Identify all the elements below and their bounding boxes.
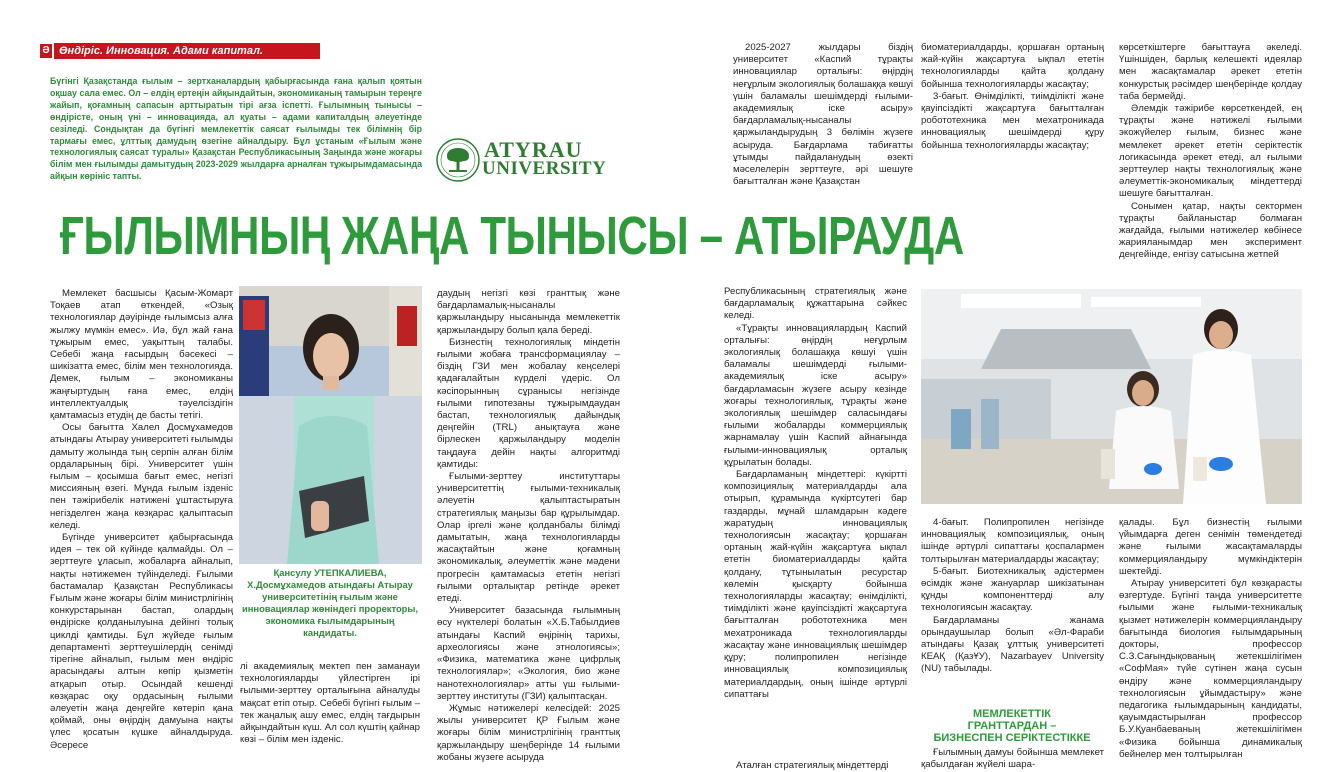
paragraph: Осы бағытта Халел Досмұхамедов атындағы Атырау университеті ғылымды дамыту жолында тың серпін алған білім ордаларының бірі. Университет үшін ғылым – қосымша бағыт емес, негізгі миссияның өзегі. Мұнда ғылым ізденіс пен тәжірибелік нәтижені ұштастыруға негізделген жаңа көзқарас қалыптасып келеді.	[50, 422, 233, 531]
atyrau-university-logo	[436, 136, 620, 184]
paragraph: 4-бағыт. Полипропилен негізінде инновациялық композициялық, оның ішінде әртүрлі сипаттағы қоспалармен толтырылған материалдарды жасақтау;	[921, 517, 1104, 565]
paragraph: Жұмыс нәтижелері келесідей: 2025 жылы университет ҚР Ғылым және жоғары білім министрлігінің гранттық қаржыландыру шеңберінде 14 ғылыми жобаны жүзеге асыруда	[437, 702, 620, 763]
paragraph: Ғылымның дамуы бойынша мемлекет қабылдаған жүйелі шара-	[921, 747, 1104, 771]
paragraph: 2025-2027 жылдары біздің университет «Каспий тұрақты инновациялар орталығы: өңірдің неғұрлым экологиялық болашаққа көшуі үшін баламалы шешімдерді ғылыми-академиялық іске асыру» бағдарламалық-нысаналы қаржыландырудың 3 бөлімін жүзеге асыруда. Бағдарлама табиғатты ұтымды пайдаланудың өзекті мәселелерін зерттеуге, әрі шешуге бағытталған және Қазақстан	[733, 42, 913, 188]
paragraph: көрсеткіштерге бағыттауға әкеледі. Үшіншіден, барлық келешекті идеялар мен жасақтамалар әрекет ететін конкурстық рәсімдер шеңберінде қолдау таба бермейді.	[1119, 42, 1302, 102]
paragraph: қалады. Бұл бизнестің ғылыми үйымдарға деген сенімін төмендетеді және ғылыми жасақтамаларды коммерцияландыру мүмкіндіктерін шектейді.	[1119, 517, 1302, 577]
paragraph: даудың негізгі көзі гранттық және бағдарламалық-нысаналы қаржыландыру нысанында мемлекеттік қаржыландыру болып қала береді.	[437, 288, 620, 336]
text-column-8b	[921, 747, 1104, 772]
photo-caption: Қансулу УТЕПКАЛИЕВА, Х.Досмұхамедов атындағы Атырау университетінің ғылым және инновациялар жөніндегі проректоры, экономика ғылымдарының кандидаты.	[241, 567, 419, 638]
section-subheading	[920, 708, 1104, 744]
text-column-6	[1119, 42, 1302, 270]
text-column-8	[921, 517, 1104, 703]
text-column-9	[1119, 517, 1302, 772]
paragraph: Бүгінде университет қабырғасында идея – тек ой күйінде қалмайды. Ол – зерттеуге ұласып, жобаларға айналып, нақты нәтижемен түйінделеді. Ғылыми бастамалар Қазақстан Республикасы Ғылым және жоғары білім министрлігінің конкурстарынан бастап, олардың өндіріске қолданылуына дейінгі толық циклді қамтиды. Бұл жүйеде ғылым департаменті зерттеушілердің сенімді тірегіне айналып, ғылым мен өндіріс арасындағы алтын көпір қызметін атқарып отыр. Осындай кешенді көзқарас оқу ордасының ғылыми әлеуетін жаңа деңгейге көтеріп қана қоймай, оны өңірдің дамуына нақты үлес қосатын күшке айналдыруда. Әсересе	[50, 532, 233, 751]
laboratory-photo	[921, 289, 1302, 504]
paragraph: Аталған стратегиялық міндеттерді	[736, 760, 889, 771]
paragraph: 3-бағыт. Өнімділікті, тиімділікті және қауіпсіздікті жақсартуға бағытталған робототехника мен мехатроникада инновациялық шешімдерді құру бойынша технологияларды жасақтау;	[921, 90, 1104, 151]
text-column-2	[240, 661, 420, 772]
text-column-7	[724, 286, 907, 772]
headline-right: АТЫРАУДА	[734, 206, 964, 266]
paragraph: Атырау университеті бұл көзқарасты өзгертуде. Бүгінгі таңда университетте ғылыми және ғылыми-техникалық қызмет нәтижелерін коммерцияландыру бағытында биология ғылымдарының докторы, профессор С.З.Сағындықованың жетекшілігімен «СофМая» түйе сүтінен жаңа сусын өндіру және коммерцияландыру технологиясын ұйымдастыру» және педагогика ғылымдарының кандидаты, қауымдастырылған профессор Б.У.Қуанбаеваның жетекшілігімен «Физика бойынша динамикалық бейнелер мен толтырылған	[1119, 578, 1302, 760]
text-column-1	[50, 288, 233, 772]
headline-left: ҒЫЛЫМНЫҢ ЖАҢА ТЫНЫСЫ –	[60, 206, 723, 266]
text-column-4	[733, 42, 913, 192]
text-column-7-end	[724, 760, 907, 772]
paragraph: лі академиялық мектеп пен заманауи технологияларды үйлестірген ірі ғылыми-зерттеу орталығына айналуды мақсат етіп отыр. Себебі бүгінгі ғылым – тек жаңалық ашу емес, елдің тағдырын айқындайтын күш. Ал сол күштің қайнар көзі – білім мен ізденіс.	[240, 661, 420, 746]
paragraph: «Тұрақты инновациялардың Каспий орталығы: өңірдің неғұрлым экологиялық болашаққа көшуі үшін баламалы шешімдерді ғылыми-академиялық іске асыру» бағдарламасын жүзеге асыру кезінде жоғары технологиялық, тұрақты және экологиялық шешімдер саласындағы ғылыми жобаларды коммерциялық жарнамалау үшін Каспий айнағында ғылыми-инновациялық орталық құрылатын болады.	[724, 322, 907, 468]
subheading-line2: ГРАНТТАРДАН –	[967, 720, 1057, 732]
portrait-photo	[239, 286, 422, 564]
paragraph: Бағдарламаның міндеттері: күкіртті композициялық материалдарды ала отырып, құрамында күкіртсутегі бар газдарды, мұнай шламдарын кәдеге жаратудың инновациялық технологиясын жасақтау; қоршаған ортаның жай-күйін жақсартуға ықпал ететін биоматериалдарды қайта қолдану, тұтынылатын ресурстар көлемін қысқарту бойынша технологияларды жасақтау; өнімділікті, тиімділікті және қауіпсіздікті жақсартуға бағытталған робототехника мен мехатроникада технологияларды жасақтау және инновациялық шешімдер құру; полипропилен негізінде инновациялық композициялық материалдардың, оның ішінде әртүрлі сипаттағы	[724, 469, 907, 700]
rubric-label: Өндіріс. Инновация. Адами капитал.	[54, 43, 320, 59]
paragraph: Әлемдік тәжірибе көрсеткендей, ең тұрақты және нәтижелі ғылыми экожүйелер ғылым, бизнес және мемлекет әрекет ететін серіктестік логикасында әрекет етеді, ал ғылыми зерттеулер нақты технологиялық және әлеуметтік-экономикалық міндеттерді шешуге бағытталған.	[1119, 103, 1302, 200]
rubric-logo-icon: Ә	[40, 44, 52, 58]
logo-line1: ATYRAU	[484, 137, 583, 162]
paragraph: биоматериалдарды, қоршаған ортаның жай-күйін жақсартуға ықпал ететін технологияларды қайта қолдану бойынша технологияларды жасақтау;	[921, 42, 1104, 90]
paragraph: Бағдарламаны жанама орындаушылар болып «Әл-Фараби атындағы Қазақ ұлттық университеті КЕАҚ (ҚазҰУ), Nazarbayev University (NU) табылады.	[921, 614, 1104, 675]
subheading-line1: МЕМЛЕКЕТТІК	[973, 708, 1051, 720]
paragraph: Республикасының стратегиялық және бағдарламалық құжаттарына сәйкес келеді.	[724, 286, 907, 322]
lead-paragraph: Бүгінгі Қазақстанда ғылым – зертханалардың қабырғасында ғана қалып қоятын оқшау сала емес. Ол – елдің ертеңін айқындайтын, экономиканың тамырын тереңге жайып, қоғамның сапасын арттыратын тірі ағза іспетті. Ғылымның тынысы – өндірісте, оның үні – инновацияда, ал қуаты – адами капиталдың әлеуетінде сезіледі. Сондықтан да бүгінгі мемлекеттік саясат ғылымды тек білімнің бір тармағы емес, ұлттық дамудың өзегіне айналдыру. Бұл ұстаным «Ғылым және технологиялық саясат туралы» Қазақстан Республикасының Заңында және жоғары білім мен ғылымды дамытудың 2023-2029 жылдарға арналған тұжырымдамасында айқын көрініс тапты.	[50, 76, 422, 182]
text-column-3	[437, 288, 620, 772]
paragraph: Университет базасында ғылымның өсу нүктелері болатын «Х.Б.Табылдиев атындағы Каспий өңірінің тарихы, археологиясы және этнологиясы»; «Физика, математика және цифрлық технологиялар»; «Экология, био және нанотехнологиялар» атты үш ғылыми-зерттеу институты (ГЗИ) қалыптасқан.	[437, 605, 620, 702]
subheading-line3: БИЗНЕСПЕН СЕРІКТЕСТІККЕ	[933, 732, 1091, 744]
paragraph: Ғылыми-зерттеу институттары университеттің ғылыми-техникалық әлеуетін қалыптастыратын стратегиялық маңызы бар құрылымдар. Олар іргелі және қолданбалы білімді дамытатын, жаңа технологияларды жасақтайтын және қоғамның экономикалық, әлеуметтік және мәдени прогресін қамтамасыз ететін негізгі ғылыми орталықтар ретінде әрекет етеді.	[437, 471, 620, 605]
paragraph: 5-бағыт. Биотехникалық әдістермен өсімдік және жануарлар шикізатынан құнды компоненттерді алу технологиясын жасақтау.	[921, 565, 1104, 614]
text-column-5	[921, 42, 1104, 182]
paragraph: Мемлекет басшысы Қасым-Жомарт Тоқаев атап өткендей, «Озық технологиялар дәуірінде ғылымсыз алға жылжу мүмкін емес». Иә, бұл жай ғана тұжырым емес, уақыттың талабы. Себебі жаңа ғасырдың бәсекесі – шикізатта емес, білім мен технологияда. Демек, ғылым – экономиканы жаңғыртудың ғана емес, елдің интеллектуалдық тәуелсіздігін қамтамасыз етудің де басты тетігі.	[50, 288, 233, 422]
paragraph: Сонымен қатар, нақты сектормен тұрақты байланыстар болмаған жағдайда, ғылыми нәтижелер көбінесе жарияланымдар мен эксперимент деңгейінде, енгізу сатысына жетпей	[1119, 200, 1302, 261]
rubric	[40, 43, 320, 59]
logo-line2: UNIVERSITY	[482, 158, 607, 179]
paragraph: Бизнестің технологиялық міндетін ғылыми жобаға трансформациялау – біздің ГЗИ мен жобалау кеңселері қадағалайтын күрделі үдеріс. Ол кәсіпорынның сұранысы негізінде ғылыми гипотезаны тұжырымдаудан бастап, технологиялық дайындық деңгейін (TRL) анықтауға және бірлескен қаржыландыру моделін таңдауға дейін нақты алгоритмді қамтиды:	[437, 336, 620, 470]
